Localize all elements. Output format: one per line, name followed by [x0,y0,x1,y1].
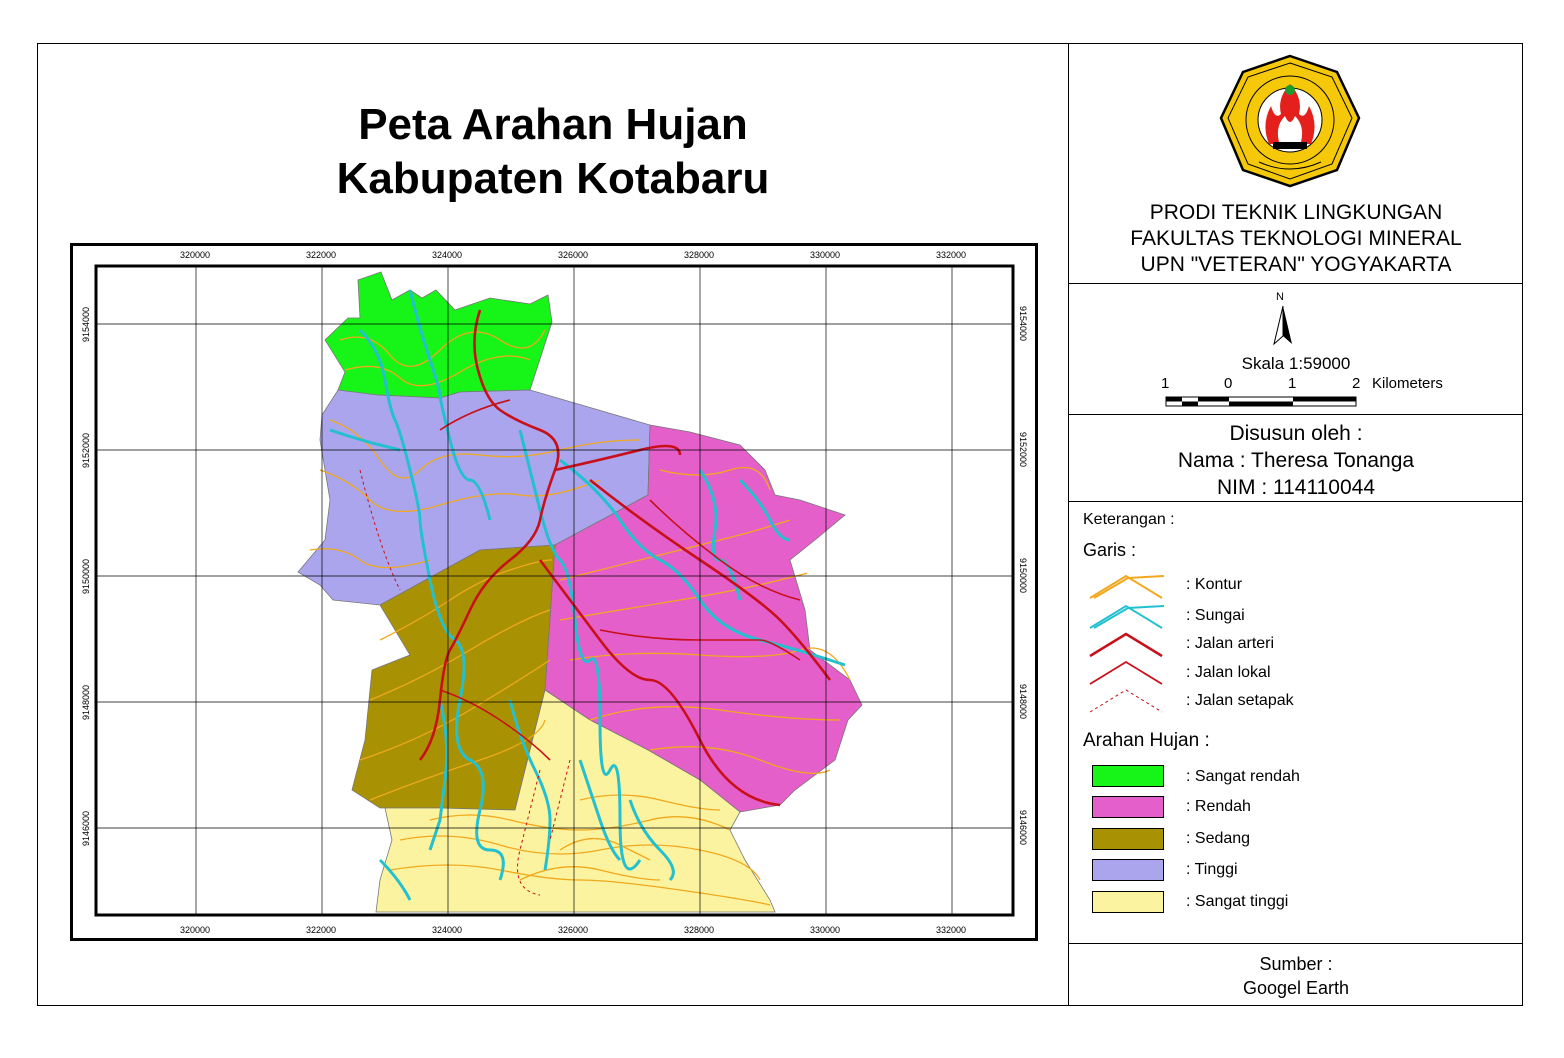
y-tick-left: 9154000 [81,306,91,342]
x-tick-bottom: 322000 [306,925,337,935]
scale-label: 1 [1161,375,1170,392]
y-tick-left: 9150000 [81,558,91,594]
scale-label: 1 [1288,375,1297,392]
x-tick-top: 322000 [306,250,337,260]
x-tick-bottom: 320000 [180,925,211,935]
legend-road-lokal-icon [1088,658,1168,688]
north-arrow-icon [1270,304,1296,346]
scale-label: 2 [1352,375,1361,392]
scale-label: 0 [1224,375,1233,392]
title-line-2: Kabupaten Kotabaru [336,154,770,203]
legend-label: : Tinggi [1186,861,1238,878]
author-name: Nama : Theresa Tonanga [1177,449,1415,472]
legend-label: : Jalan setapak [1186,692,1294,709]
author-block [1069,420,1523,501]
legend-label: : Sungai [1186,607,1245,624]
y-tick-left: 9146000 [81,810,91,846]
legend-label: : Sangat tinggi [1186,893,1289,910]
legend-label: : Rendah [1186,798,1251,815]
y-tick-right: 9146000 [1018,810,1028,846]
x-tick-top: 320000 [180,250,211,260]
x-tick-top: 330000 [810,250,841,260]
institution-line: UPN "VETERAN" YOGYAKARTA [1140,253,1452,276]
legend-river-icon [1088,602,1168,632]
x-tick-bottom: 332000 [936,925,967,935]
x-tick-top: 332000 [936,250,967,260]
x-tick-bottom: 326000 [558,925,589,935]
source-text: Googel Earth [1242,978,1350,998]
source-heading: Sumber : [1259,954,1333,974]
legend-contour-icon [1088,572,1168,602]
scale-unit: Kilometers [1372,375,1443,392]
x-tick-bottom: 328000 [684,925,715,935]
y-tick-right: 9154000 [1018,306,1028,342]
scale-text: Skala 1:59000 [1241,354,1351,373]
swatch-sedang [1092,828,1164,850]
swatch-sangat-rendah [1092,765,1164,787]
institution-line: FAKULTAS TEKNOLOGI MINERAL [1130,227,1462,250]
title-line-1: Peta Arahan Hujan [358,100,748,149]
x-tick-top: 324000 [432,250,463,260]
legend-label: : Sangat rendah [1186,768,1300,785]
scale-bar [1165,396,1359,408]
swatch-sangat-tinggi [1092,891,1164,913]
x-tick-top: 326000 [558,250,589,260]
legend-label: : Jalan arteri [1186,635,1275,652]
legend-road-setapak-icon [1088,686,1168,716]
y-tick-right: 9152000 [1018,432,1028,468]
y-tick-right: 9150000 [1018,558,1028,594]
swatch-rendah [1092,796,1164,818]
y-tick-left: 9152000 [81,432,91,468]
institution-line: PRODI TEKNIK LINGKUNGAN [1149,201,1443,224]
north-label: N [1276,291,1284,303]
legend-title: Keterangan : [1083,511,1175,528]
legend-label: : Sedang [1186,830,1251,847]
zones-title: Arahan Hujan : [1083,730,1210,751]
source-block [1069,952,1523,1000]
x-tick-top: 328000 [684,250,715,260]
x-tick-bottom: 324000 [432,925,463,935]
legend-road-arteri-icon [1088,630,1168,660]
author-nim: NIM : 114110044 [1217,476,1375,499]
university-logo [1219,54,1361,188]
author-heading: Disusun oleh : [1229,422,1363,445]
swatch-tinggi [1092,859,1164,881]
y-tick-left: 9148000 [81,684,91,720]
legend-label: : Jalan lokal [1186,664,1271,681]
garis-title: Garis : [1083,540,1137,560]
y-tick-right: 9148000 [1018,684,1028,720]
x-tick-bottom: 330000 [810,925,841,935]
legend-label: : Kontur [1186,576,1243,593]
institution-block [1069,200,1523,278]
